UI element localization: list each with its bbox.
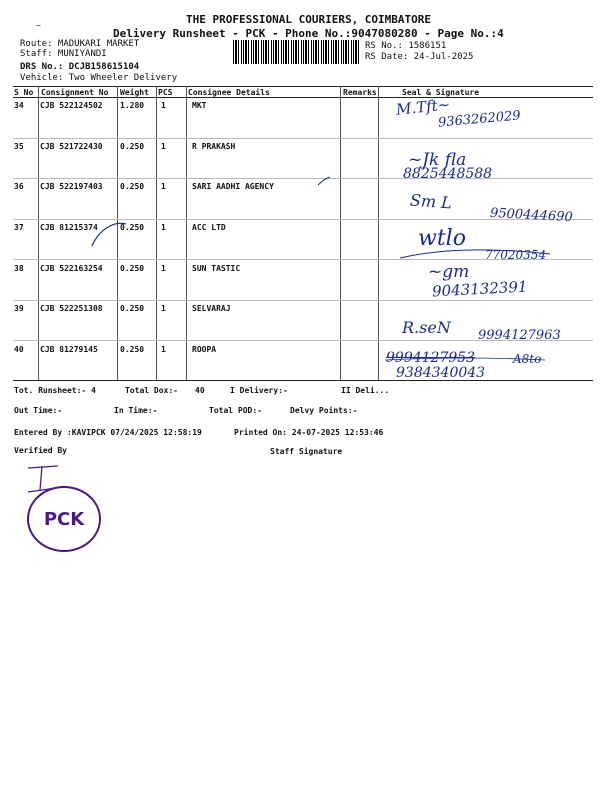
staff-label: Staff: MUNIYANDI [20, 49, 107, 59]
phone-38: 9043132391 [431, 277, 528, 301]
row-consignee: ROOPA [192, 345, 217, 354]
entered-by: Entered By :KAVIPCK 07/24/2025 12:58:19 [14, 428, 202, 437]
row-pcs: 1 [161, 101, 166, 110]
phone-34: 9363262029 [437, 108, 522, 131]
row-weight: 0.250 [120, 345, 145, 354]
row-weight: 1.280 [120, 101, 145, 110]
row-sno: 39 [14, 304, 24, 313]
row-consignment: CJB 81215374 [40, 223, 98, 232]
col-consignment: Consignment No [41, 88, 109, 97]
row-pcs: 1 [161, 182, 166, 191]
total-pod: Total POD:- [209, 406, 262, 415]
col-sno: S No [14, 88, 34, 97]
row-sno: 34 [14, 101, 24, 110]
row-consignee: SUN TASTIC [192, 264, 241, 273]
row-consignee: ACC LTD [192, 223, 226, 232]
row-consignment: CJB 522124502 [40, 101, 103, 110]
ii-delivery: II Deli... [341, 386, 390, 395]
phone-35: 8825448588 [403, 166, 493, 182]
col-remarks: Remarks [343, 88, 377, 97]
col-seal-signature: Seal & Signature [402, 88, 480, 97]
phone-40c: 9384340043 [396, 365, 486, 381]
out-time: Out Time:- [14, 406, 63, 415]
signature-37: wtlo [418, 226, 466, 251]
row-sno: 40 [14, 345, 24, 354]
total-dox-value: 40 [195, 386, 205, 395]
row-sno: 38 [14, 264, 24, 273]
pck-stamp: PCK [27, 486, 101, 552]
i-delivery: I Delivery:- [230, 386, 288, 395]
row-pcs: 1 [161, 264, 166, 273]
company-name: THE PROFESSIONAL COURIERS, COIMBATORE [186, 13, 432, 26]
row-sno: 36 [14, 182, 24, 191]
total-dox-label: Total Dox:- [125, 386, 178, 395]
rs-date: RS Date: 24-Jul-2025 [365, 52, 474, 62]
row-consignment: CJB 522163254 [40, 264, 103, 273]
rs-number: RS No.: 1586151 [365, 41, 447, 51]
in-time: In Time:- [114, 406, 158, 415]
row-consignee: SARI AADHI AGENCY [192, 182, 274, 191]
col-consignee: Consignee Details [188, 88, 270, 97]
row-consignment: CJB 81279145 [40, 345, 98, 354]
row-consignment: CJB 522251308 [40, 304, 103, 313]
signature-34: M.Tft~ [395, 95, 452, 119]
row-pcs: 1 [161, 304, 166, 313]
phone-40b: 9994127953 [386, 350, 476, 366]
runsheet-title: Delivery Runsheet - PCK - Phone No.:9047080280 - Page No.:4 [113, 27, 504, 40]
printed-on: Printed On: 24-07-2025 12:53:46 [234, 428, 384, 437]
phone-40a: 9994127963 [478, 328, 561, 343]
drs-number: DRS No.: DCJB158615104 [20, 62, 140, 72]
signature-40: R.seN [402, 318, 451, 337]
row-weight: 0.250 [120, 223, 145, 232]
signature-36: Sm L [409, 190, 453, 213]
delivery-points: Delvy Points:- [290, 406, 358, 415]
row-weight: 0.250 [120, 304, 145, 313]
phone-37: 77020354 [485, 248, 547, 262]
route-label: Route: MADUKARI MARKET [20, 39, 140, 49]
row-sno: 35 [14, 142, 24, 151]
verified-by: Verified By [14, 446, 67, 455]
corner-mark: ~ [36, 21, 41, 30]
staff-signature: Staff Signature [270, 447, 343, 456]
phone-36: 9500444690 [489, 205, 574, 226]
signature-35: ~Jk fla [408, 150, 467, 170]
row-weight: 0.250 [120, 142, 145, 151]
row-consignment: CJB 522197403 [40, 182, 103, 191]
row-weight: 0.250 [120, 182, 145, 191]
row-weight: 0.250 [120, 264, 145, 273]
row-consignee: MKT [192, 101, 207, 110]
row-consignee: R PRAKASH [192, 142, 236, 151]
row-pcs: 1 [161, 142, 166, 151]
signature-38: ~gm [428, 262, 470, 282]
row-pcs: 1 [161, 223, 166, 232]
col-weight: Weight [120, 88, 149, 97]
col-pcs: PCS [158, 88, 173, 97]
row-consignment: CJB 521722430 [40, 142, 103, 151]
vehicle-label: Vehicle: Two Wheeler Delivery [20, 73, 178, 83]
row-sno: 37 [14, 223, 24, 232]
signature-40b: A8to [513, 352, 542, 366]
total-runsheet: Tot. Runsheet:- 4 [14, 386, 96, 395]
row-consignee: SELVARAJ [192, 304, 231, 313]
row-pcs: 1 [161, 345, 166, 354]
